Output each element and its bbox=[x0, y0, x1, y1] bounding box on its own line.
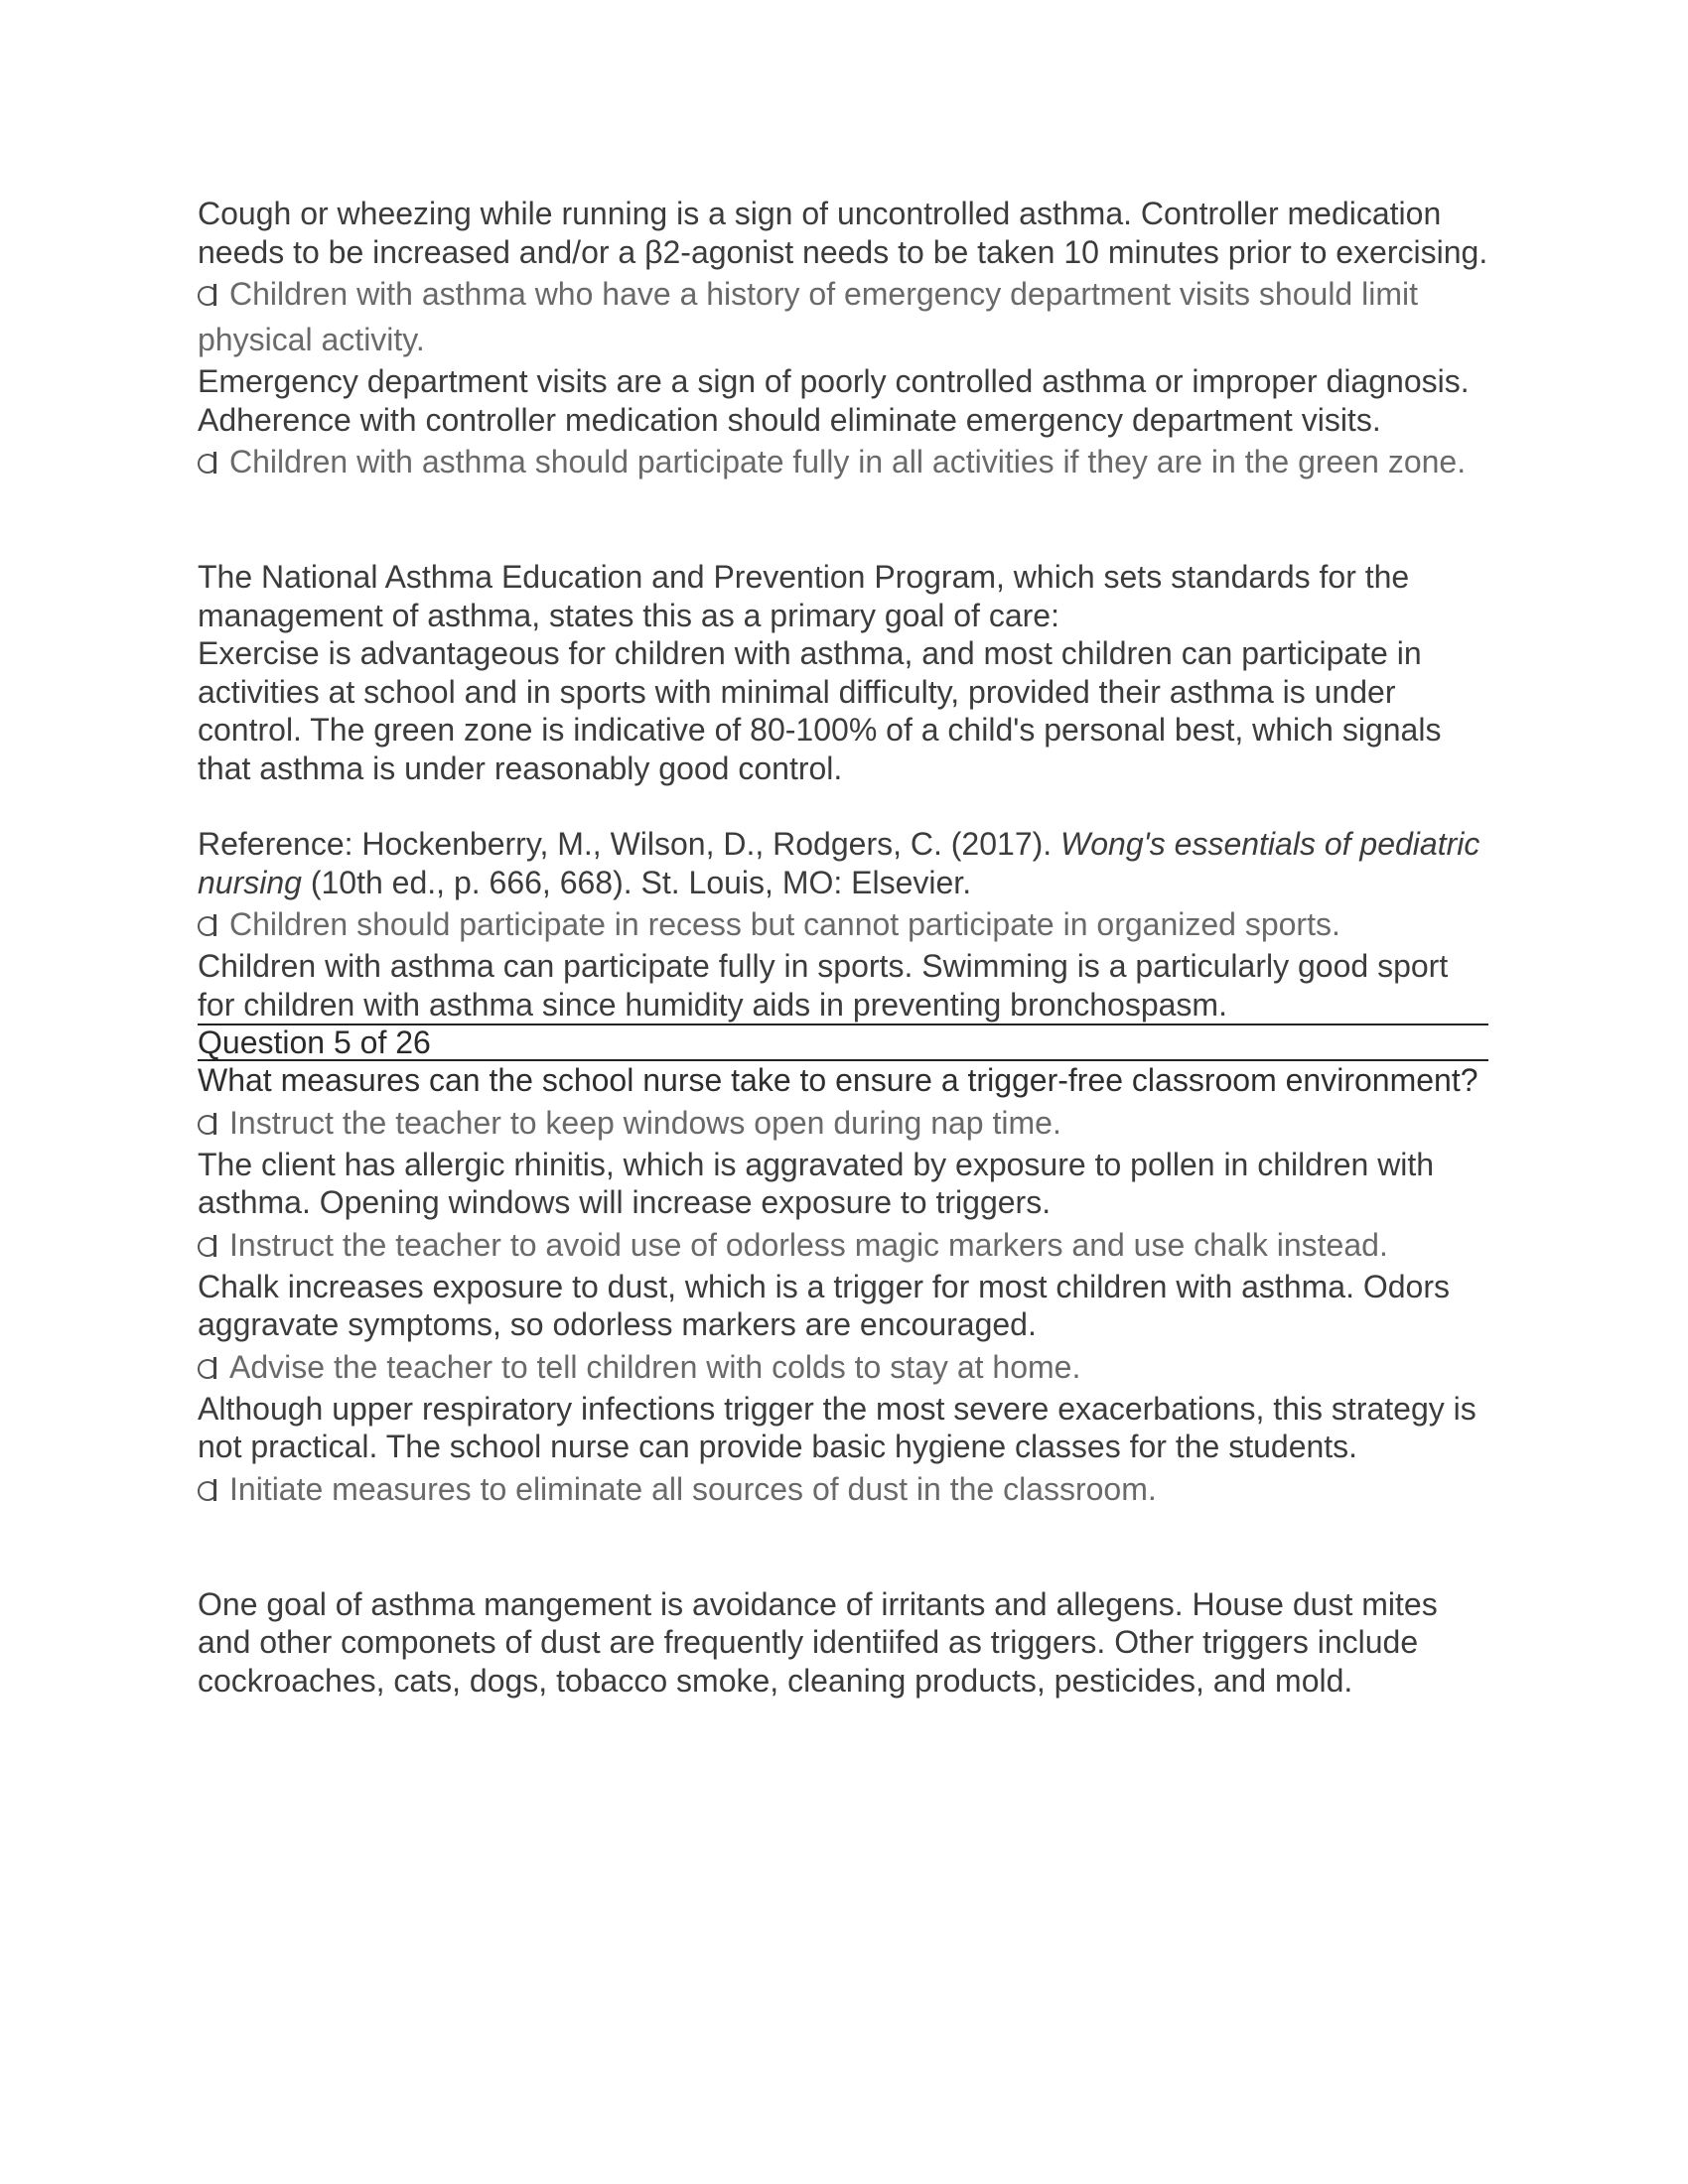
reference-suffix: (10th ed., p. 666, 668). St. Louis, MO: Elsevier. bbox=[301, 864, 972, 900]
reference-prefix: Reference: Hockenberry, M., Wilson, D., Rodgers, C. (2017). bbox=[198, 826, 1061, 862]
answer-option[interactable] bbox=[198, 1100, 1488, 1146]
question-text: What measures can the school nurse take to ensure a trigger-free classroom environment? bbox=[198, 1062, 1478, 1098]
rationale-text: Exercise is advantageous for children with asthma, and most children can participate in activities at school and in sports with minimal difficulty, provided their asthma is under control. The green zone is indicative of 80-100% of a child's personal best, which signals that asthma is under reasonably good control. bbox=[198, 635, 1442, 786]
answer-option[interactable] bbox=[198, 271, 1488, 362]
answer-option[interactable] bbox=[198, 1466, 1488, 1512]
rationale-text: Cough or wheezing while running is a sign of uncontrolled asthma. Controller medication needs to be increased and/or a β2-agonist needs to be taken 10 minutes prior to exercising. bbox=[198, 196, 1488, 270]
document-page bbox=[198, 195, 1488, 1700]
rationale-text: One goal of asthma mangement is avoidance of irritants and allegens. House dust mites and other componets of dust are frequently identiifed as triggers. Other triggers include cockroaches, cats, dogs, tobacco smoke, cleaning products, pesticides, and mold. bbox=[198, 1585, 1438, 1699]
reference-title: Wong's essentials of pediatric nursing bbox=[198, 826, 1480, 900]
answer-option[interactable] bbox=[198, 1344, 1488, 1390]
answer-option[interactable] bbox=[198, 901, 1488, 947]
radio-button-icon[interactable] bbox=[198, 1357, 219, 1379]
rationale-text: The client has allergic rhinitis, which is aggravated by exposure to pollen in children with asthma. Opening windows will increase exposure to triggers. bbox=[198, 1146, 1435, 1220]
rationale-text: Emergency department visits are a sign of poorly controlled asthma or improper diagnosis. Adherence with controller medication should eliminate emergency department visits. bbox=[198, 363, 1470, 438]
rationale-text: Although upper respiratory infections trigger the most severe exacerbations, this strategy is not practical. The school nurse can provide basic hygiene classes for the students. bbox=[198, 1390, 1477, 1464]
radio-button-icon[interactable] bbox=[198, 1479, 219, 1501]
rationale-text: The National Asthma Education and Prevention Program, which sets standards for the management of asthma, states this as a primary goal of care: bbox=[198, 559, 1410, 633]
answer-option-label: Children should participate in recess but cannot participate in organized sports. bbox=[229, 906, 1340, 942]
answer-option-label: Instruct the teacher to avoid use of odorless magic markers and use chalk instead. bbox=[229, 1226, 1388, 1263]
answer-option[interactable] bbox=[198, 439, 1488, 484]
spacer bbox=[198, 484, 1488, 558]
answer-option-label: Children with asthma who have a history of emergency department visits should limit physical activity. bbox=[198, 276, 1418, 357]
answer-option[interactable] bbox=[198, 1222, 1488, 1268]
answer-option-label: Children with asthma should participate fully in all activities if they are in the green zone. bbox=[229, 444, 1467, 479]
radio-button-icon[interactable] bbox=[198, 284, 219, 306]
answer-option-label: Initiate measures to eliminate all sources of dust in the classroom. bbox=[229, 1470, 1157, 1507]
rationale-text: Children with asthma can participate fully in sports. Swimming is a particularly good sport for children with asthma since humidity aids in preventing bronchospasm. bbox=[198, 947, 1488, 1025]
rationale-text: Chalk increases exposure to dust, which is a trigger for most children with asthma. Odors aggravate symptoms, so odorless markers are encouraged. bbox=[198, 1268, 1450, 1342]
answer-option-label: Advise the teacher to tell children with colds to stay at home. bbox=[229, 1348, 1081, 1385]
question-counter: Question 5 of 26 bbox=[198, 1025, 1488, 1061]
reference-text bbox=[198, 825, 1488, 901]
radio-button-icon[interactable] bbox=[198, 914, 219, 936]
spacer bbox=[198, 787, 1488, 825]
radio-button-icon[interactable] bbox=[198, 452, 219, 474]
radio-button-icon[interactable] bbox=[198, 1235, 219, 1257]
answer-option-label: Instruct the teacher to keep windows open during nap time. bbox=[229, 1104, 1061, 1141]
spacer bbox=[198, 1512, 1488, 1585]
radio-button-icon[interactable] bbox=[198, 1113, 219, 1135]
